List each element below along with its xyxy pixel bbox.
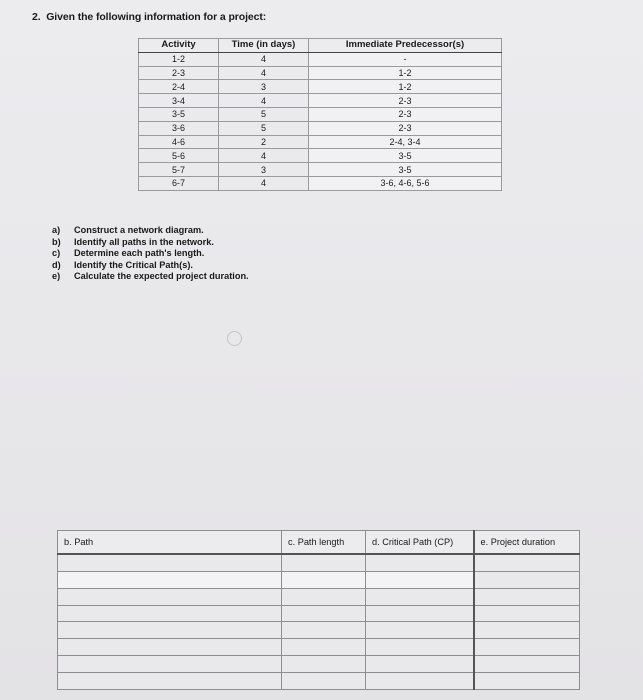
length-cell[interactable]	[282, 639, 366, 656]
path-cell[interactable]	[58, 588, 282, 605]
task-text: Determine each path's length.	[74, 248, 205, 258]
path-cell[interactable]	[58, 554, 282, 571]
duration-cell[interactable]	[474, 554, 580, 571]
activity-row	[139, 149, 502, 163]
header-project-duration: e. Project duration	[474, 531, 580, 555]
task-text: Identify the Critical Path(s).	[74, 259, 193, 270]
answer-row	[58, 639, 580, 656]
activity-row	[139, 66, 502, 80]
path-cell[interactable]	[58, 605, 282, 622]
activity-cell: 1-2	[139, 52, 219, 66]
task-label: c)	[52, 248, 61, 258]
predecessor-cell: 3-6, 4-6, 5-6	[309, 176, 502, 190]
time-cell: 3	[219, 80, 309, 94]
activity-cell: 5-7	[139, 163, 219, 177]
duration-cell[interactable]	[474, 571, 580, 588]
activity-row	[139, 94, 502, 108]
time-cell: 4	[219, 66, 309, 80]
answer-row	[58, 554, 580, 571]
task-item	[52, 225, 249, 237]
header-predecessor: Immediate Predecessor(s)	[309, 39, 502, 53]
predecessor-cell: 2-3	[309, 107, 502, 121]
time-cell: 5	[219, 107, 309, 121]
activity-cell: 5-6	[139, 149, 219, 163]
critical-cell[interactable]	[366, 605, 474, 622]
activity-row	[139, 80, 502, 94]
activity-cell: 2-3	[139, 66, 219, 80]
header-activity: Activity	[139, 39, 219, 53]
critical-cell[interactable]	[366, 571, 474, 588]
duration-cell[interactable]	[474, 639, 580, 656]
predecessor-cell: 3-5	[309, 163, 502, 177]
answer-row	[58, 622, 580, 639]
duration-cell[interactable]	[474, 673, 580, 690]
length-cell[interactable]	[282, 605, 366, 622]
predecessor-cell: 2-4, 3-4	[309, 135, 502, 149]
task-item	[52, 237, 249, 249]
task-item	[52, 248, 249, 260]
time-cell: 4	[219, 176, 309, 190]
length-cell[interactable]	[282, 673, 366, 690]
critical-cell[interactable]	[366, 554, 474, 571]
question-text: Given the following information for a project:	[46, 11, 267, 23]
task-label: d)	[52, 259, 61, 270]
question-number: 2.	[32, 11, 41, 23]
length-cell[interactable]	[282, 588, 366, 605]
length-cell[interactable]	[282, 656, 366, 673]
header-path-length: c. Path length	[282, 531, 366, 555]
answer-table	[57, 530, 580, 690]
predecessor-cell: 2-3	[309, 121, 502, 135]
answer-row	[58, 656, 580, 673]
predecessor-cell: 2-3	[309, 94, 502, 108]
predecessor-cell: 1-2	[309, 66, 502, 80]
activity-cell: 3-5	[139, 107, 219, 121]
path-cell[interactable]	[58, 639, 282, 656]
time-cell: 3	[219, 163, 309, 177]
activity-table	[138, 38, 502, 191]
task-item	[52, 260, 249, 272]
critical-cell[interactable]	[366, 639, 474, 656]
path-cell[interactable]	[58, 656, 282, 673]
length-cell[interactable]	[282, 554, 366, 571]
path-cell[interactable]	[58, 673, 282, 690]
activity-cell: 6-7	[139, 176, 219, 190]
activity-row	[139, 121, 502, 135]
duration-cell[interactable]	[474, 588, 580, 605]
answer-row	[58, 571, 580, 588]
task-text: Calculate the expected project duration.	[74, 271, 249, 281]
predecessor-cell: 1-2	[309, 80, 502, 94]
path-cell[interactable]	[58, 571, 282, 588]
activity-row	[139, 163, 502, 177]
activity-cell: 3-4	[139, 94, 219, 108]
header-critical-path: d. Critical Path (CP)	[366, 531, 474, 555]
time-cell: 2	[219, 135, 309, 149]
task-list	[52, 225, 249, 283]
task-text: Identify all paths in the network.	[74, 236, 214, 247]
activity-table-header	[139, 39, 502, 53]
activity-cell: 2-4	[139, 80, 219, 94]
duration-cell[interactable]	[474, 622, 580, 639]
time-cell: 4	[219, 149, 309, 163]
activity-row	[139, 52, 502, 66]
header-time: Time (in days)	[219, 39, 309, 53]
time-cell: 4	[219, 52, 309, 66]
task-label: b)	[52, 236, 61, 247]
time-cell: 5	[219, 121, 309, 135]
task-text: Construct a network diagram.	[74, 225, 204, 235]
answer-row	[58, 588, 580, 605]
length-cell[interactable]	[282, 622, 366, 639]
time-cell: 4	[219, 94, 309, 108]
activity-row	[139, 176, 502, 190]
duration-cell[interactable]	[474, 605, 580, 622]
activity-cell: 4-6	[139, 135, 219, 149]
header-path: b. Path	[58, 531, 282, 555]
question-heading	[32, 11, 266, 23]
path-cell[interactable]	[58, 622, 282, 639]
critical-cell[interactable]	[366, 622, 474, 639]
predecessor-cell: 3-5	[309, 149, 502, 163]
task-label: a)	[52, 225, 61, 235]
activity-row	[139, 135, 502, 149]
critical-cell[interactable]	[366, 673, 474, 690]
length-cell[interactable]	[282, 571, 366, 588]
activity-cell: 3-6	[139, 121, 219, 135]
answer-row	[58, 673, 580, 690]
predecessor-cell: -	[309, 52, 502, 66]
duration-cell[interactable]	[474, 656, 580, 673]
cursor-circle-icon	[227, 331, 242, 346]
activity-row	[139, 107, 502, 121]
answer-table-header	[58, 531, 580, 555]
critical-cell[interactable]	[366, 588, 474, 605]
critical-cell[interactable]	[366, 656, 474, 673]
task-label: e)	[52, 271, 61, 281]
task-item	[52, 271, 249, 283]
answer-row	[58, 605, 580, 622]
